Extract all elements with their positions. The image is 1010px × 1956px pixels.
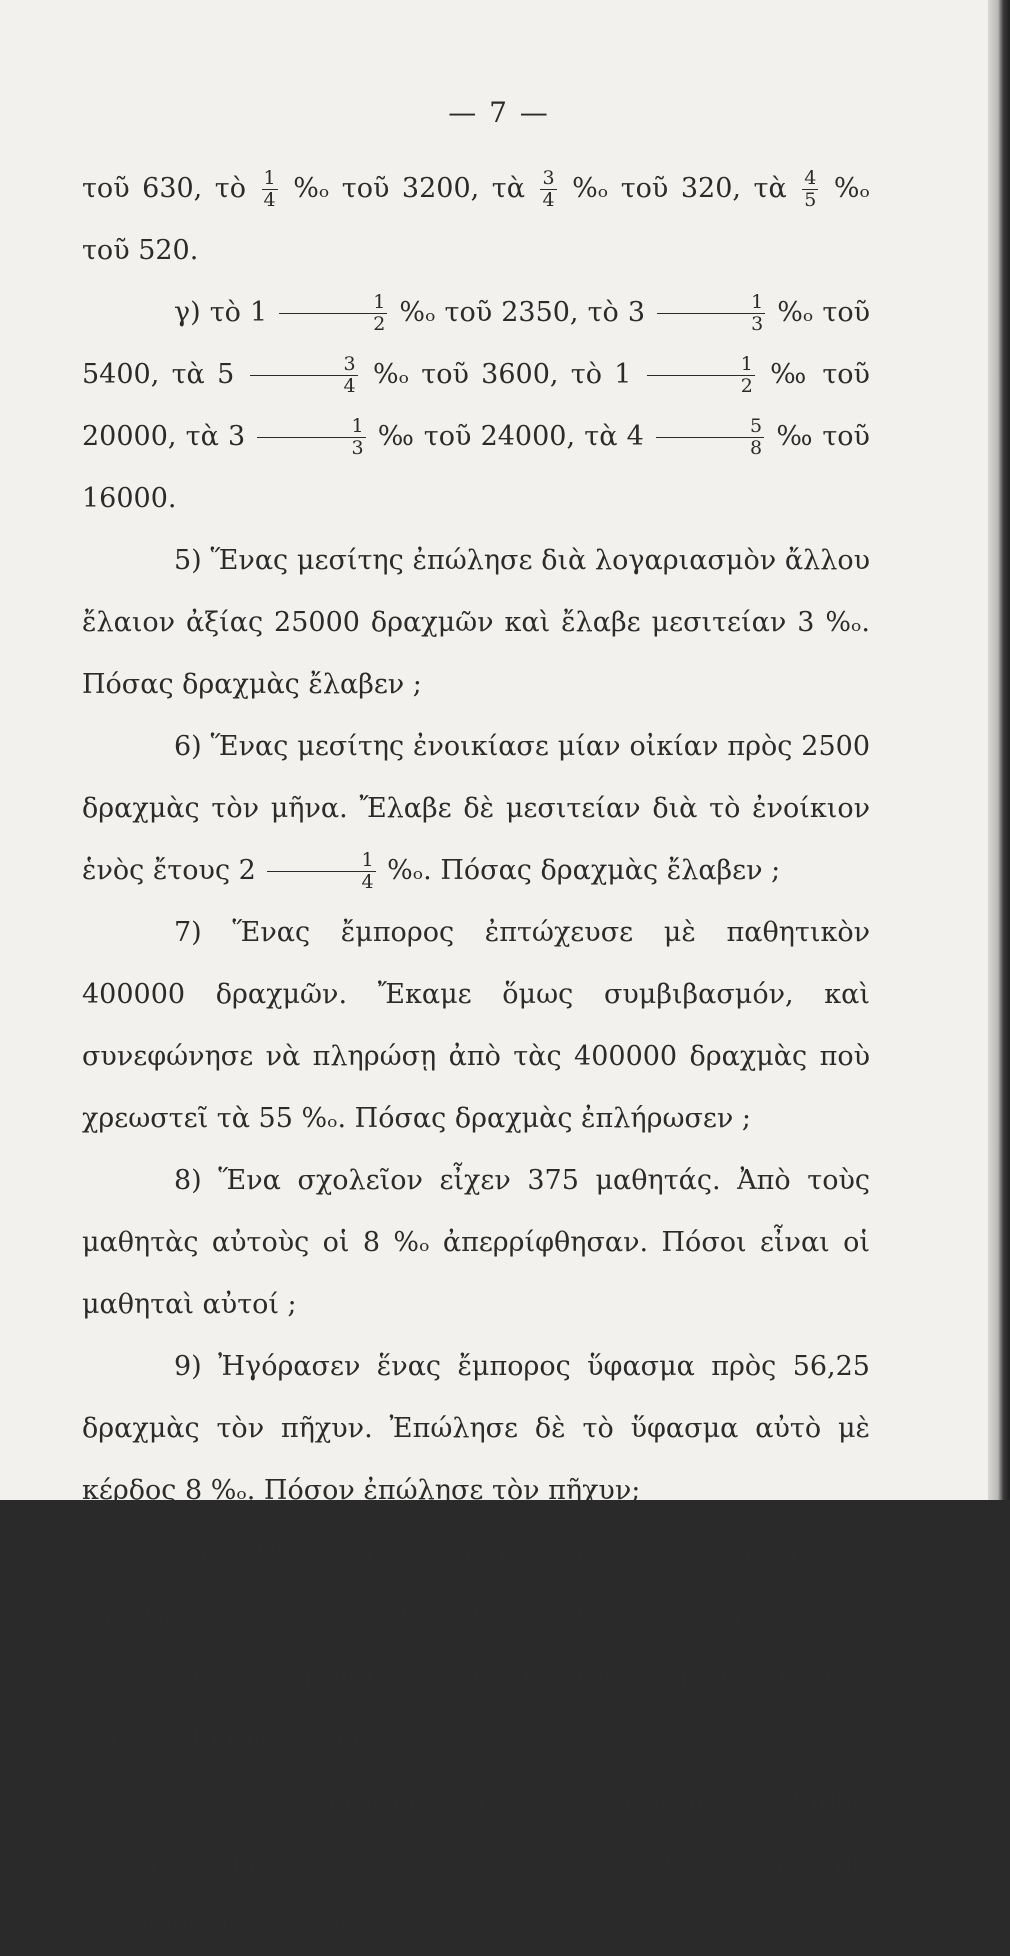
page-number: — 7 —	[448, 96, 550, 129]
text-segment: %ₒ τοῦ 320, τὰ	[572, 173, 787, 204]
exercise-9: 9) Ἠγόρασεν ἕνας ἔμπορος ὕφασμα πρὸς 56,25 δραχμὰς τὸν πῆχυν. Ἐπώλησε δὲ τὸ ὕφασμα αὐτὸ μὲ κέρδος 8 %ₒ. Πόσον ἐπώλησε τὸν πῆχυν;	[82, 1351, 870, 1506]
text-segment: γ) τὸ 1	[174, 297, 268, 328]
text-segment: 5	[217, 359, 235, 390]
text-segment: 11) Ἕνας ἠσφάλισε τὴν οἰκίαν του ἀξίας 225000 δραχμῶν πρὸς 2	[82, 1785, 870, 1878]
fraction: $\frac{5}{8}$	[656, 416, 764, 459]
fraction: $\frac{1}{4}$	[263, 167, 276, 211]
page-edge-shadow	[988, 0, 1010, 1500]
fraction: $\frac{1}{3}$	[657, 292, 765, 335]
text-segment: ‰ τοῦ 16000.	[82, 421, 870, 514]
text-segment: ‰ τοῦ 24000, τὰ 4	[377, 421, 644, 452]
fraction: $\frac{1}{2}$	[647, 354, 755, 397]
text-segment: %ₒ τοῦ 3600, τὸ 1	[372, 359, 632, 390]
fraction: $\frac{4}{5}$	[804, 167, 817, 211]
text-segment: ‰ τοῦ 20000, τὰ	[82, 359, 870, 452]
text-segment: %ₒ τοῦ 5400, τὰ	[82, 297, 870, 390]
fraction: $\frac{1}{2}$	[279, 292, 387, 335]
text-segment: %ₒ. Πόσας δραχμὰς ἔλαβεν ;	[387, 855, 781, 886]
text-segment: 520.	[138, 235, 199, 266]
exercise-7: 7) Ἕνας ἔμπορος ἐπτώχευσε μὲ παθητικὸν 400000 δραχμῶν. Ἔκαμε ὅμως συμβιβασμόν, καὶ συνεφώνησε νὰ πληρώσῃ ἀπὸ τὰς 400000 δραχμὰς ποὺ χρεωστεῖ τὰ 55 %ₒ. Πόσας δραχμὰς ἐπλήρωσεν ;	[82, 917, 870, 1134]
exercise-10: 10) Ἤθελε μία νὰ ἀγοράσῃ ἕνα ὡρισμένον ὕφασμα καὶ τῆς ἐζήτησαν 160 δραχμὰς τὸν πῆχυν. Ἀλλ' ἔπειτα ἀπὸ συμφωνίαν, ὁ ἔμπορος τῆς ἔκαμεν ἔκπτωσιν 15 %ₒ. Πόσον ἐπλήρωσε τὸν πῆχυν ;	[82, 1537, 870, 1754]
exercise-11	[82, 1770, 870, 1956]
exercise-8: 8) Ἕνα σχολεῖον εἶχεν 375 μαθητάς. Ἀπὸ τοὺς μαθητὰς αὐτοὺς οἱ 8 %ₒ ἀπερρίφθησαν. Πόσοι εἶναι οἱ μαθηταὶ αὐτοί ;	[82, 1165, 870, 1320]
text-segment: %ₒ τοῦ	[82, 173, 870, 266]
text-segment: 3	[228, 421, 246, 452]
fraction: $\frac{3}{4}$	[370, 1842, 478, 1885]
text-segment: %ₒ τοῦ 2350, τὸ 3	[399, 297, 646, 328]
exercise-continuation	[82, 158, 870, 282]
text-segment: 6) Ἕνας μεσίτης ἐνοικίασε μίαν οἰκίαν πρὸς 2500 δραχμὰς τὸν μῆνα. Ἔλαβε δὲ μεσιτείαν διὰ τὸ ἐνοίκιον ἑνὸς ἔτους 2	[82, 731, 870, 886]
exercise-part-gamma	[82, 282, 870, 530]
fraction: $\frac{3}{4}$	[542, 167, 555, 211]
exercise-5: 5) Ἕνας μεσίτης ἐπώλησε διὰ λογαριασμὸν ἄλλου ἔλαιον ἀξίας 25000 δραχμῶν καὶ ἔλαβε μεσιτείαν 3 %ₒ. Πόσας δραχμὰς ἔλαβεν ;	[82, 545, 870, 700]
fraction: $\frac{1}{4}$	[267, 850, 375, 893]
text-segment: %ₒ τοῦ 3200, τὰ	[293, 173, 525, 204]
fraction: $\frac{1}{3}$	[257, 416, 365, 459]
text-segment: ‰. Πόσα ἀσφάλιστρα πληρώνει κάθε ἔτος;	[82, 1847, 870, 1940]
text-segment: τοῦ 630, τὸ	[82, 173, 246, 204]
fraction: $\frac{3}{4}$	[250, 354, 358, 397]
page-body	[82, 158, 870, 1956]
exercise-6	[82, 716, 870, 902]
